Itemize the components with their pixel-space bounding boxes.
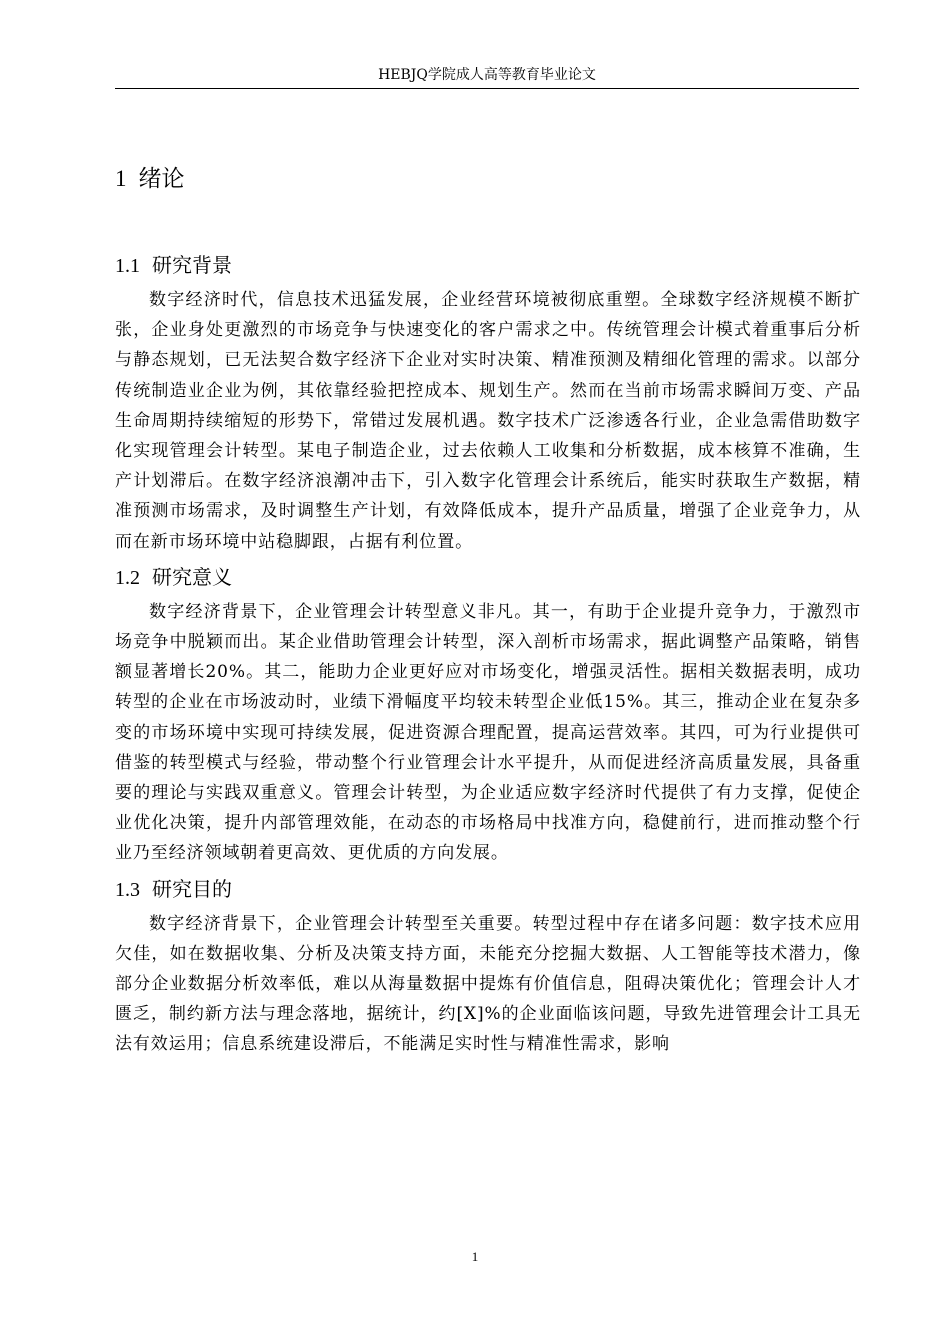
paragraph-research-background: 数字经济时代，信息技术迅猛发展，企业经营环境被彻底重塑。全球数字经济规模不断扩张，企业身处更激烈的市场竞争与快速变化的客户需求之中。传统管理会计模式着重事后分析与静态规划，已无法契合数字经济下企业对实时决策、精准预测及精细化管理的需求。以部分传统制造业企业为例，其依靠经验把控成本、规划生产。然而在当前市场需求瞬间万变、产品生命周期持续缩短的形势下，常错过发展机遇。数字技术广泛渗透各行业，企业急需借助数字化实现管理会计转型。某电子制造企业，过去依赖人工收集和分析数据，成本核算不准确，生产计划滞后。在数字经济浪潮冲击下，引入数字化管理会计系统后，能实时获取生产数据，精准预测市场需求，及时调整生产计划，有效降低成本，提升产品质量，增强了企业竞争力，从而在新市场环境中站稳脚跟，占据有利位置。 xyxy=(115,290,861,552)
section-heading-1-2 xyxy=(115,557,861,597)
paragraph-research-purpose: 数字经济背景下，企业管理会计转型至关重要。转型过程中存在诸多问题：数字技术应用欠佳，如在数据收集、分析及决策支持方面，未能充分挖掘大数据、人工智能等技术潜力，像部分企业数据分析效率低，难以从海量数据中提炼有价值信息，阻碍决策优化；管理会计人才匮乏，制约新方法与理念落地，据统计，约[X]%的企业面临该问题，导致先进管理会计工具无法有效运用；信息系统建设滞后，不能满足实时性与精准性需求，影响 xyxy=(115,913,861,1055)
section-title: 研究目的 xyxy=(152,876,232,901)
section-title: 研究意义 xyxy=(152,564,232,589)
section-number: 1.2 xyxy=(115,566,140,589)
page-number: 1 xyxy=(471,1249,479,1264)
section-number: 1.1 xyxy=(115,255,140,277)
section-number: 1.3 xyxy=(115,878,140,901)
chapter-heading xyxy=(115,160,861,198)
page-content xyxy=(115,160,861,1060)
section-heading-1-3 xyxy=(115,869,861,909)
header-rule xyxy=(115,88,859,89)
section-title: 研究背景 xyxy=(152,253,232,277)
paragraph-research-significance: 数字经济背景下，企业管理会计转型意义非凡。其一，有助于企业提升竞争力，于激烈市场竞争中脱颖而出。某企业借助管理会计转型，深入剖析市场需求，据此调整产品策略，销售额显著增长20%。其二，能助力企业更好应对市场变化，增强灵活性。据相关数据表明，成功转型的企业在市场波动时，业绩下滑幅度平均较未转型企业低15%。其三，推动企业在复杂多变的市场环境中实现可持续发展，促进资源合理配置，提高运营效率。其四，可为行业提供可借鉴的转型模式与经验，带动整个行业管理会计水平提升，从而促进经济高质量发展，具备重要的理论与实践双重意义。管理会计转型，为企业适应数字经济时代提供了有力支撑，促使企业优化决策，提升内部管理效能，在动态的市场格局中找准方向，稳健前行，进而推动整个行业乃至经济领域朝着更高效、更优质的方向发展。 xyxy=(115,601,861,864)
chapter-number: 1 xyxy=(115,166,127,191)
chapter-title: 绪论 xyxy=(138,166,185,192)
running-header: HEBJQ学院成人高等教育毕业论文 xyxy=(378,67,596,83)
section-heading-1-1 xyxy=(115,245,861,285)
